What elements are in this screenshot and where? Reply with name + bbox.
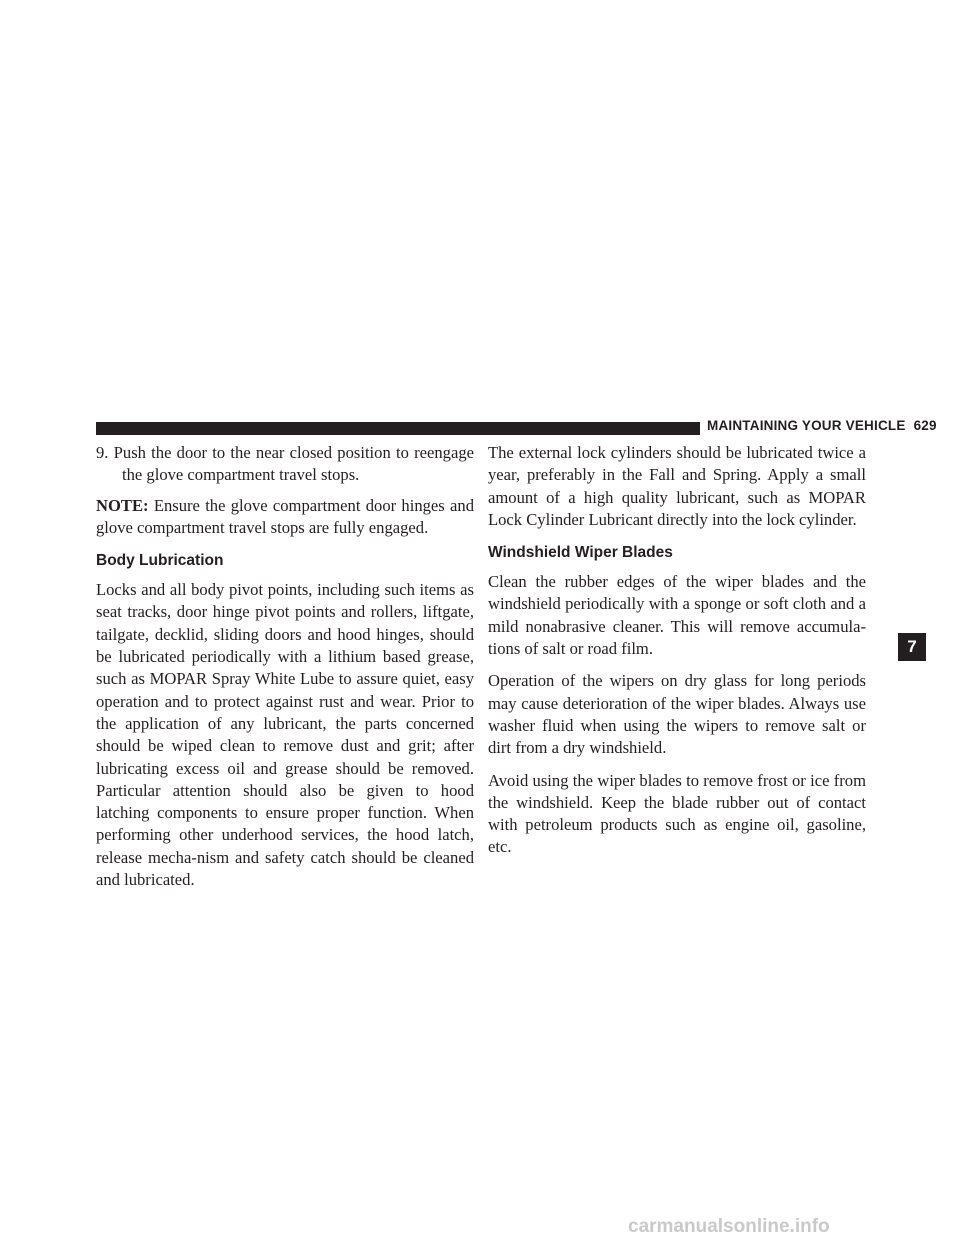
wiper-paragraph-3: Avoid using the wiper blades to remove frost or ice from the windshield. Keep the blade rubber out of contact with petroleum products such as engine oil, gasoline, etc. (488, 770, 866, 857)
wiper-paragraph-2: Operation of the wipers on dry glass for long periods may cause deterioration of the wiper blades. Always use washer fluid when using the wipers to remove salt or dirt from a dry windshield. (488, 671, 866, 758)
right-column (488, 442, 866, 859)
note-paragraph (96, 495, 474, 540)
wiper-blades-heading: Windshield Wiper Blades (488, 544, 673, 562)
left-column (96, 442, 474, 891)
running-header (707, 418, 937, 433)
page-number: 629 (913, 418, 937, 433)
note-label: NOTE: (96, 495, 149, 515)
lock-cylinders-paragraph: The external lock cylinders should be lubricated twice a year, preferably in the Fall and Spring. Apply a small amount of a high quality lubricant, such as MOPAR Lock Cylinder Lubricant directly into the lock cylinder. (488, 443, 866, 529)
chapter-tab: 7 (898, 633, 926, 661)
header-rule (96, 422, 700, 435)
body-lubrication-paragraph: Locks and all body pivot points, including such items as seat tracks, door hinge pivot points and rollers, liftgate, tailgate, decklid, sliding doors and hood hinges, should be lubricated periodically with a lithium based grease, such as MOPAR Spray White Lube to assure quiet, easy operation and to protect against rust and wear. Prior to the application of any lubricant, the parts concerned should be wiped clean to remove dust and grit; after lubricating excess oil and grease should be removed. Particular attention should also be given to hood latching components to ensure proper function. When performing other underhood services, the hood latch, release mecha-nism and safety catch should be cleaned and lubricated. (96, 580, 474, 890)
section-title: MAINTAINING YOUR VEHICLE (707, 418, 906, 433)
watermark: carmanualsonline.info (628, 1216, 830, 1237)
step-9: 9. Push the door to the near closed position to reengage the glove compartment travel stops. (96, 443, 474, 485)
wiper-paragraph-1: Clean the rubber edges of the wiper blades and the windshield periodically with a sponge or soft cloth and a mild nonabrasive cleaner. This will remove accumula-tions of salt or road film. (488, 572, 866, 659)
note-text: Ensure the glove compartment door hinges and glove compartment travel stops are fully engaged. (96, 495, 474, 537)
body-lubrication-heading: Body Lubrication (96, 552, 224, 570)
